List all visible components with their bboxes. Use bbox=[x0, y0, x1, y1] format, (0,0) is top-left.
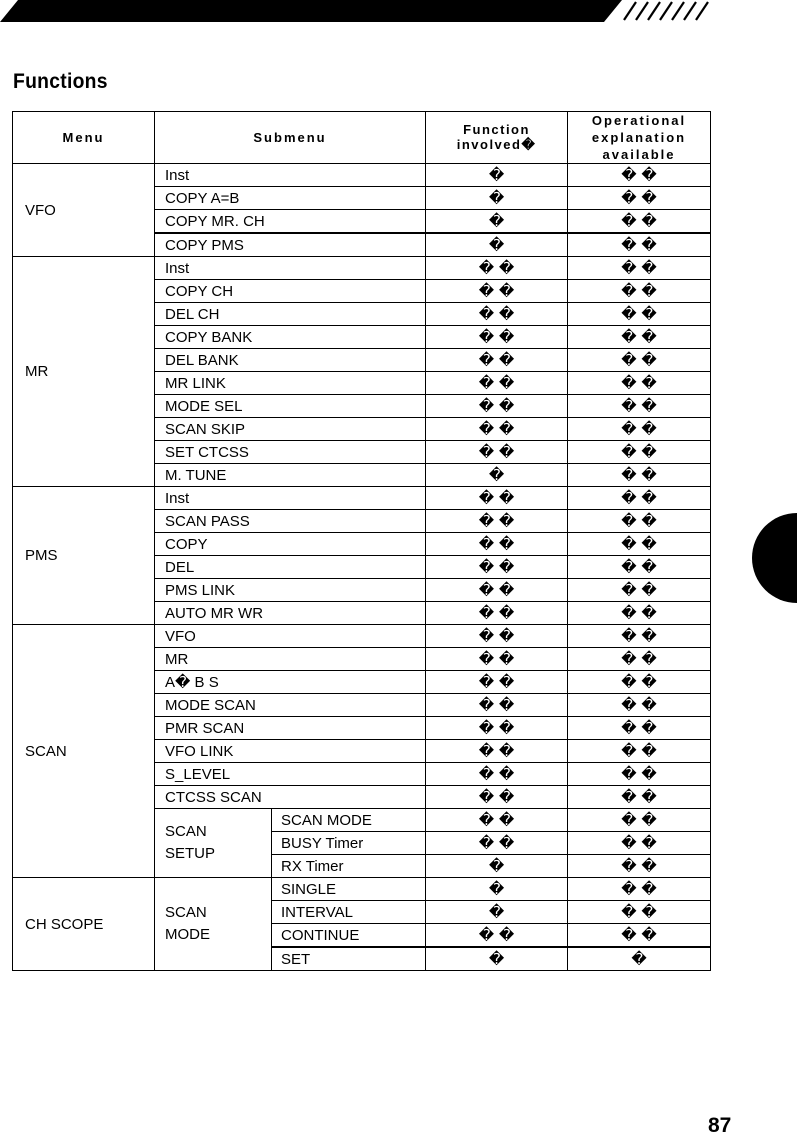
header-menu: Menu bbox=[13, 112, 155, 164]
function-involved-cell: � bbox=[426, 878, 568, 901]
submenu-cell: RX Timer bbox=[272, 855, 426, 878]
scan-setup-line1: SCAN bbox=[165, 823, 207, 840]
submenu-cell: MODE SEL bbox=[155, 395, 426, 418]
function-involved-cell: � � bbox=[426, 556, 568, 579]
scan-mode-line2: MODE bbox=[165, 926, 210, 943]
function-involved-cell: � � bbox=[426, 441, 568, 464]
function-involved-cell: � � bbox=[426, 372, 568, 395]
function-involved-cell: � � bbox=[426, 832, 568, 855]
operational-cell: � � bbox=[568, 303, 711, 326]
operational-cell: � � bbox=[568, 257, 711, 280]
operational-cell: � � bbox=[568, 901, 711, 924]
operational-cell: � � bbox=[568, 187, 711, 210]
submenu-cell: BUSY Timer bbox=[272, 832, 426, 855]
function-involved-cell: � � bbox=[426, 671, 568, 694]
function-involved-cell: � � bbox=[426, 740, 568, 763]
submenu-cell: PMS LINK bbox=[155, 579, 426, 602]
function-involved-cell: � bbox=[426, 233, 568, 257]
function-involved-cell: � � bbox=[426, 763, 568, 786]
operational-cell: � � bbox=[568, 648, 711, 671]
operational-cell: � � bbox=[568, 809, 711, 832]
submenu-cell: VFO bbox=[155, 625, 426, 648]
submenu-scan-mode bbox=[155, 878, 272, 971]
page-title: Functions bbox=[13, 70, 108, 93]
operational-cell: � � bbox=[568, 210, 711, 234]
menu-scan: SCAN bbox=[13, 625, 155, 878]
operational-cell: � � bbox=[568, 464, 711, 487]
function-involved-cell: � � bbox=[426, 326, 568, 349]
function-involved-cell: � � bbox=[426, 648, 568, 671]
function-involved-cell: � bbox=[426, 855, 568, 878]
function-involved-cell: � � bbox=[426, 510, 568, 533]
submenu-cell: S_LEVEL bbox=[155, 763, 426, 786]
operational-cell: � � bbox=[568, 164, 711, 187]
submenu-cell: VFO LINK bbox=[155, 740, 426, 763]
function-involved-cell: � bbox=[426, 187, 568, 210]
function-involved-cell: � � bbox=[426, 924, 568, 948]
submenu-cell: COPY A=B bbox=[155, 187, 426, 210]
function-involved-cell: � � bbox=[426, 257, 568, 280]
submenu-cell: SCAN PASS bbox=[155, 510, 426, 533]
menu-vfo: VFO bbox=[13, 164, 155, 257]
table-row bbox=[13, 878, 711, 901]
operational-cell: � � bbox=[568, 326, 711, 349]
operational-cell: � � bbox=[568, 233, 711, 257]
operational-cell: � � bbox=[568, 556, 711, 579]
operational-cell: � � bbox=[568, 832, 711, 855]
operational-cell: � � bbox=[568, 694, 711, 717]
function-involved-cell: � � bbox=[426, 694, 568, 717]
function-involved-cell: � bbox=[426, 464, 568, 487]
operational-cell: � � bbox=[568, 740, 711, 763]
functions-table bbox=[12, 111, 711, 971]
submenu-cell: AUTO MR WR bbox=[155, 602, 426, 625]
function-involved-cell: � � bbox=[426, 579, 568, 602]
scan-setup-line2: SETUP bbox=[165, 845, 216, 862]
submenu-cell: COPY CH bbox=[155, 280, 426, 303]
submenu-cell: MR LINK bbox=[155, 372, 426, 395]
table-row bbox=[13, 625, 711, 648]
header-operational-line1: Operational bbox=[591, 113, 687, 128]
operational-cell: � � bbox=[568, 878, 711, 901]
function-involved-cell: � � bbox=[426, 487, 568, 510]
table-row bbox=[13, 257, 711, 280]
submenu-cell: SINGLE bbox=[272, 878, 426, 901]
header-function-involved: Function involved� bbox=[426, 112, 568, 164]
function-involved-cell: � bbox=[426, 901, 568, 924]
function-involved-cell: � � bbox=[426, 809, 568, 832]
operational-cell: � � bbox=[568, 487, 711, 510]
table-header-row bbox=[13, 112, 711, 164]
function-involved-cell: � � bbox=[426, 533, 568, 556]
function-involved-cell: � bbox=[426, 947, 568, 971]
submenu-cell: COPY MR. CH bbox=[155, 210, 426, 234]
submenu-cell: SET CTCSS bbox=[155, 441, 426, 464]
operational-cell: � � bbox=[568, 418, 711, 441]
submenu-cell: SCAN MODE bbox=[272, 809, 426, 832]
operational-cell: � � bbox=[568, 717, 711, 740]
submenu-cell: A� B S bbox=[155, 671, 426, 694]
header-stripe bbox=[0, 0, 797, 22]
submenu-cell: DEL bbox=[155, 556, 426, 579]
submenu-cell: DEL CH bbox=[155, 303, 426, 326]
function-involved-cell: � � bbox=[426, 395, 568, 418]
table-row bbox=[13, 487, 711, 510]
operational-cell: � bbox=[568, 947, 711, 971]
header-submenu: Submenu bbox=[155, 112, 426, 164]
submenu-cell: SET bbox=[272, 947, 426, 971]
submenu-cell: CONTINUE bbox=[272, 924, 426, 948]
submenu-scan-setup bbox=[155, 809, 272, 878]
function-involved-cell: � � bbox=[426, 418, 568, 441]
operational-cell: � � bbox=[568, 395, 711, 418]
page-number: 87 bbox=[708, 1114, 732, 1137]
menu-ch-scope: CH SCOPE bbox=[13, 878, 155, 971]
header-operational-line2: explanation available bbox=[591, 130, 687, 162]
function-involved-cell: � � bbox=[426, 786, 568, 809]
operational-cell: � � bbox=[568, 579, 711, 602]
submenu-cell: CTCSS SCAN bbox=[155, 786, 426, 809]
submenu-cell: SCAN SKIP bbox=[155, 418, 426, 441]
operational-cell: � � bbox=[568, 349, 711, 372]
operational-cell: � � bbox=[568, 924, 711, 948]
function-involved-cell: � � bbox=[426, 625, 568, 648]
submenu-cell: Inst bbox=[155, 164, 426, 187]
operational-cell: � � bbox=[568, 280, 711, 303]
menu-mr: MR bbox=[13, 257, 155, 487]
submenu-cell: MR bbox=[155, 648, 426, 671]
operational-cell: � � bbox=[568, 602, 711, 625]
function-involved-cell: � � bbox=[426, 717, 568, 740]
submenu-cell: Inst bbox=[155, 257, 426, 280]
header-operational-explanation bbox=[568, 112, 711, 164]
submenu-cell: COPY BANK bbox=[155, 326, 426, 349]
operational-cell: � � bbox=[568, 786, 711, 809]
operational-cell: � � bbox=[568, 533, 711, 556]
submenu-cell: COPY PMS bbox=[155, 233, 426, 257]
submenu-cell: M. TUNE bbox=[155, 464, 426, 487]
menu-pms: PMS bbox=[13, 487, 155, 625]
scan-mode-line1: SCAN bbox=[165, 904, 207, 921]
operational-cell: � � bbox=[568, 671, 711, 694]
submenu-cell: MODE SCAN bbox=[155, 694, 426, 717]
function-involved-cell: � bbox=[426, 164, 568, 187]
operational-cell: � � bbox=[568, 625, 711, 648]
function-involved-cell: � � bbox=[426, 349, 568, 372]
chapter-tab-marker bbox=[752, 513, 797, 603]
submenu-cell: DEL BANK bbox=[155, 349, 426, 372]
function-involved-cell: � � bbox=[426, 280, 568, 303]
function-involved-cell: � � bbox=[426, 602, 568, 625]
submenu-cell: COPY bbox=[155, 533, 426, 556]
table-row bbox=[13, 164, 711, 187]
operational-cell: � � bbox=[568, 855, 711, 878]
operational-cell: � � bbox=[568, 441, 711, 464]
function-involved-cell: � � bbox=[426, 303, 568, 326]
operational-cell: � � bbox=[568, 510, 711, 533]
submenu-cell: PMR SCAN bbox=[155, 717, 426, 740]
submenu-cell: INTERVAL bbox=[272, 901, 426, 924]
operational-cell: � � bbox=[568, 372, 711, 395]
submenu-cell: Inst bbox=[155, 487, 426, 510]
operational-cell: � � bbox=[568, 763, 711, 786]
function-involved-cell: � bbox=[426, 210, 568, 234]
